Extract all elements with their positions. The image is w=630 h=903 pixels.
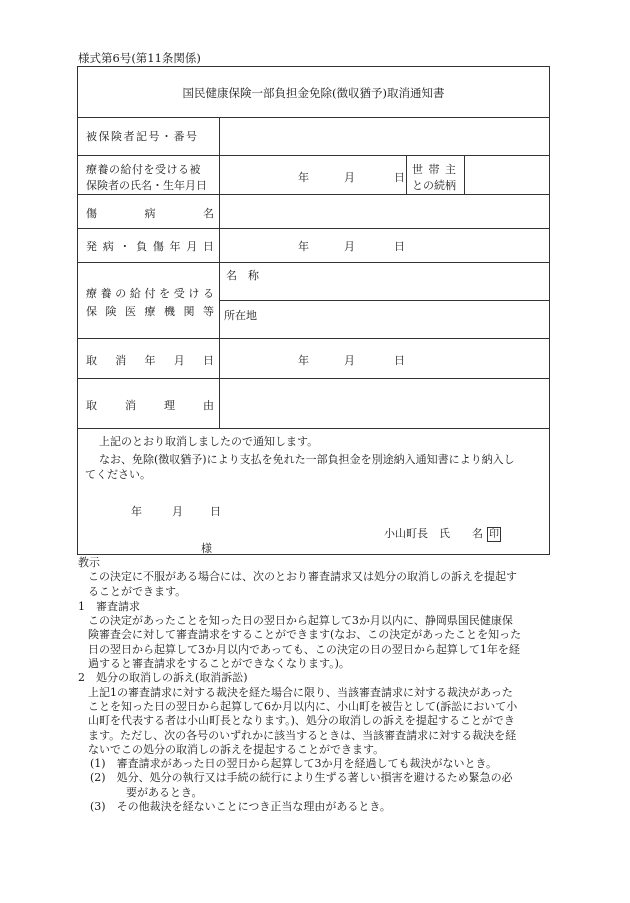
item-1: (1) 審査請求があった日の翌日から起算して3か月を経過しても裁決がないとき。 xyxy=(90,757,498,771)
label-facility-name: 名 称 xyxy=(226,269,259,282)
item-3: (3) その他裁決を経ないことにつき正当な理由があるとき。 xyxy=(90,800,391,814)
onset-date xyxy=(298,238,405,254)
item-2-cont: 要があるとき。 xyxy=(126,785,203,799)
label-beneficiary-line2: 保険者の氏名・生年月日 xyxy=(86,179,207,192)
section-2-body: 上記1の審査請求に対する裁決を経た場合に限り、当該審査請求に対する裁決があった ことを知った日の翌日から起算して6か月以内に、小山町を被告として(訴訟において小 山町を代表する者は小山町長となります。)、処分の取消しの訴えを提起することができ ます。ただし、次の各号のいずれかに該当するときは、当該審査請求に対する裁決を経 ないでこの処分の取消しの訴えを提起することができます。 xyxy=(88,685,518,756)
teaching-intro: この決定に不服がある場合には、次のとおり審査請求又は処分の取消しの訴えを提起す ることができます。 xyxy=(88,570,517,598)
facility-name-field[interactable] xyxy=(220,263,549,299)
cancel-date xyxy=(298,352,405,368)
label-facility-address: 所在地 xyxy=(224,309,257,322)
month-label: 月 xyxy=(172,505,183,518)
facility-address-field[interactable] xyxy=(220,301,549,337)
teaching-section xyxy=(78,556,548,814)
seal-mark: 印 xyxy=(489,529,499,540)
teaching-heading: 教示 xyxy=(78,556,100,569)
rule xyxy=(406,155,407,194)
month-label: 月 xyxy=(344,354,355,367)
notice-text: てください。 xyxy=(85,468,151,481)
month-label: 月 xyxy=(344,171,355,184)
rule xyxy=(78,428,549,429)
section-1-title: 1 審査請求 xyxy=(78,599,140,613)
notice-text: 上記のとおり取消しましたので通知します。 xyxy=(99,435,319,448)
item-2: (2) 処分、処分の執行又は手続の続行により生ずる著しい損害を避けるため緊急の必 xyxy=(90,771,513,785)
label-cancel-date: 取 消 年 月 日 xyxy=(86,354,214,367)
issuer xyxy=(384,525,501,542)
section-2-title: 2 処分の取消しの訴え(取消訴訟) xyxy=(78,671,248,685)
birth-date xyxy=(298,169,405,185)
label-household-line2: との続柄 xyxy=(412,179,456,192)
year-label: 年 xyxy=(298,354,309,367)
section-1-body: この決定があったことを知った日の翌日から起算して3か月以内に、静岡県国民健康保 険審査会に対して審査請求をすることができます(なお、この決定があったことを知った 日の翌日から起算して3か月以内であっても、この決定の日の翌日から起算して1年を経 過すると審査請求をすることができなくなります。)。 xyxy=(88,614,522,671)
household-relation-field[interactable] xyxy=(465,156,549,193)
rule xyxy=(78,338,549,339)
disease-name-field[interactable] xyxy=(220,195,549,227)
form-title: 国民健康保険一部負担金免除(徴収猶予)取消通知書 xyxy=(182,86,445,100)
label-beneficiary-line1: 療養の給付を受ける被 xyxy=(86,163,201,176)
rule xyxy=(78,228,549,229)
notice-form xyxy=(77,66,550,555)
notice-date xyxy=(131,503,221,519)
label-facility-line2: 保 険 医 療 機 関 等 xyxy=(86,305,214,318)
label-facility-line1: 療 養 の 給 付 を 受 け る xyxy=(86,287,214,300)
form-number: 様式第6号(第11条関係) xyxy=(78,51,201,65)
day-label: 日 xyxy=(394,354,405,367)
insured-code-field[interactable] xyxy=(220,118,549,154)
addressee-suffix: 様 xyxy=(201,542,212,555)
month-label: 月 xyxy=(344,240,355,253)
year-label: 年 xyxy=(298,240,309,253)
label-disease: 傷 病 名 xyxy=(86,207,214,220)
issuer-name: 小山町長 氏 名 xyxy=(384,527,483,540)
label-household-line1: 世 帯 主 xyxy=(412,163,457,176)
notice-text: なお、免除(徴収猶予)により支払を免れた一部負担金を別途納入通知書により納入し xyxy=(99,453,515,466)
cancel-reason-field[interactable] xyxy=(220,379,549,427)
day-label: 日 xyxy=(210,505,221,518)
year-label: 年 xyxy=(298,171,309,184)
day-label: 日 xyxy=(394,240,405,253)
label-onset-date: 発 病 ・ 負 傷 年 月 日 xyxy=(86,240,214,253)
label-insured-code: 被保険者記号・番号 xyxy=(86,130,199,143)
day-label: 日 xyxy=(394,171,405,184)
label-cancel-reason: 取 消 理 由 xyxy=(86,399,214,412)
year-label: 年 xyxy=(131,505,142,518)
